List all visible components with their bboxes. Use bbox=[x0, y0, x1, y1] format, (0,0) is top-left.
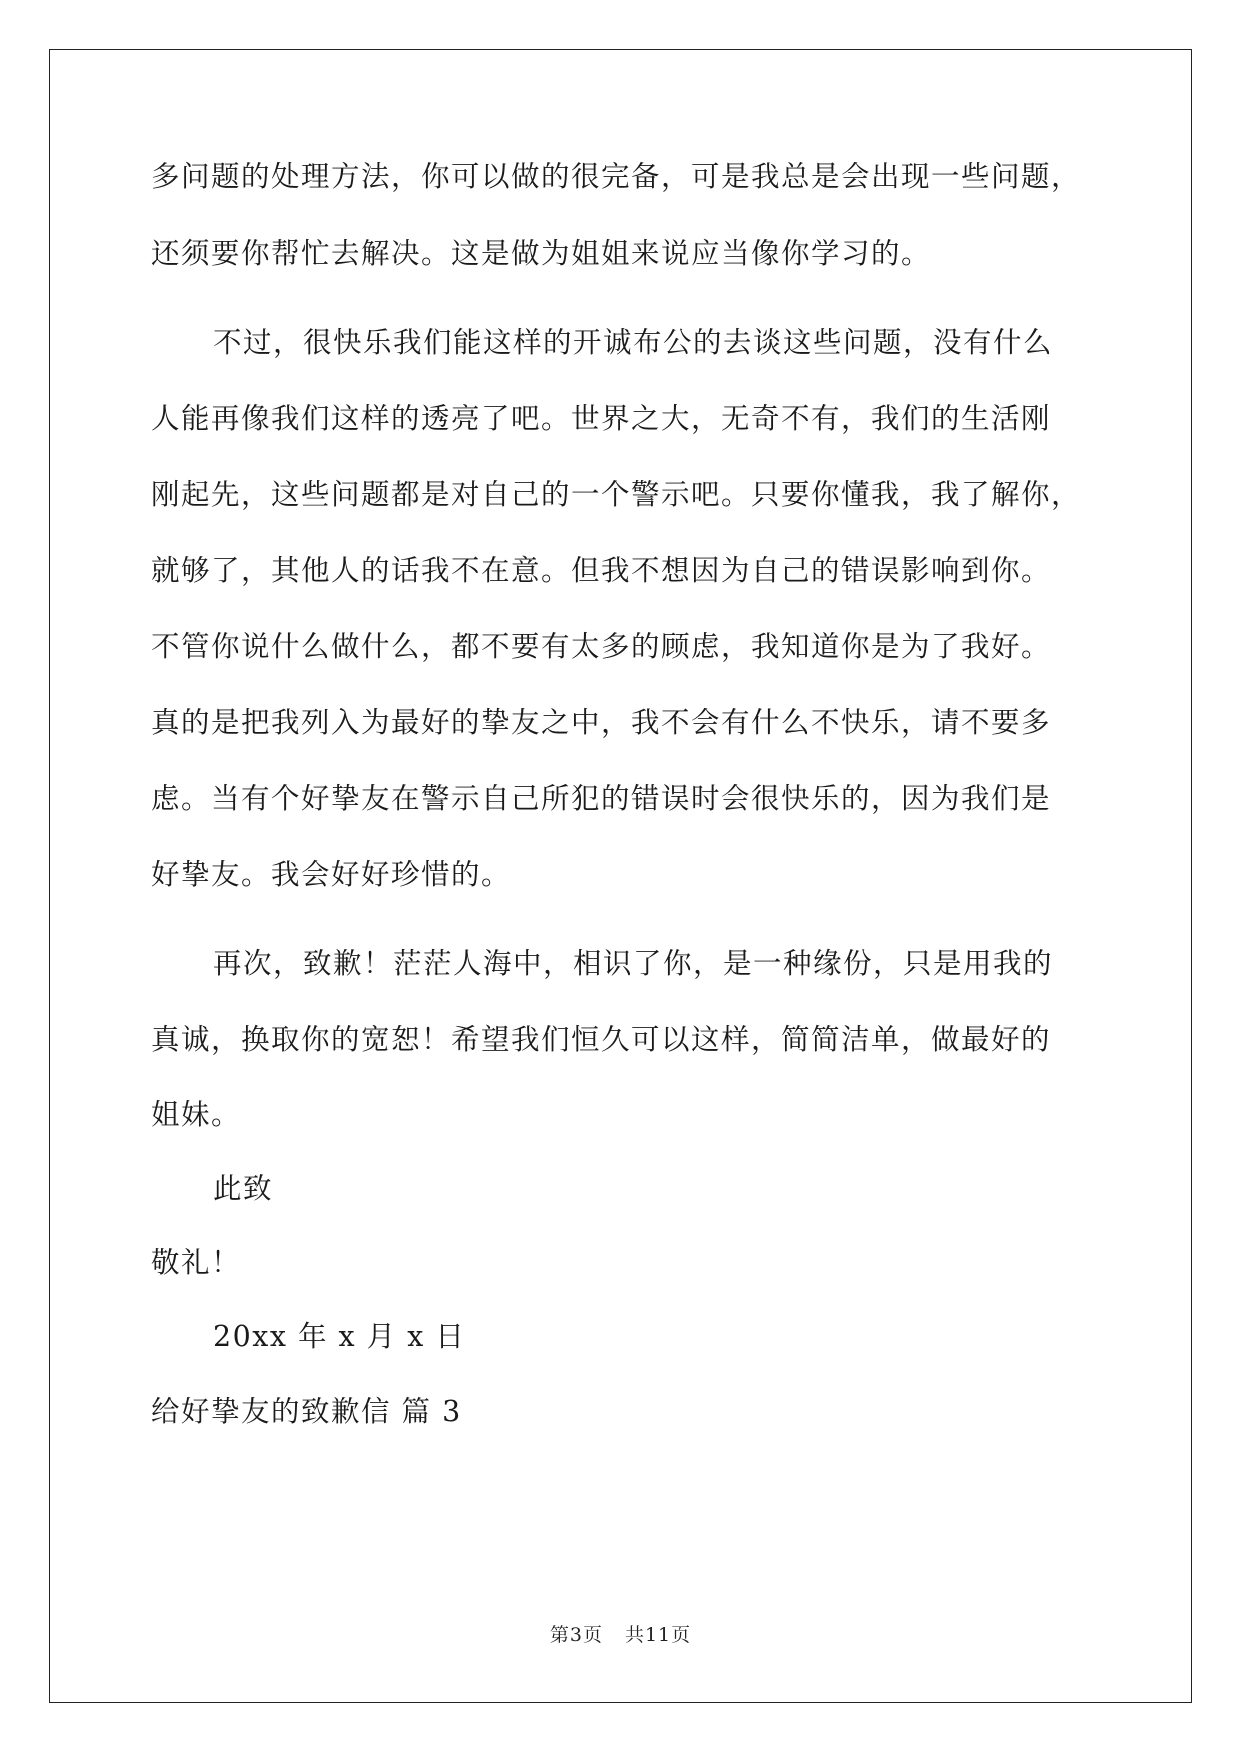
text-line: 多问题的处理方法，你可以做的很完备，可是我总是会出现一些问题， bbox=[151, 160, 1082, 193]
text-line: 人能再像我们这样的透亮了吧。世界之大，无奇不有，我们的生活刚 bbox=[151, 402, 1052, 435]
date-line: 20xx 年 x 月 x 日 bbox=[213, 1320, 466, 1353]
text-line: 虑。当有个好挚友在警示自己所犯的错误时会很快乐的，因为我们是 bbox=[151, 782, 1052, 815]
text-line: 刚起先，这些问题都是对自己的一个警示吧。只要你懂我，我了解你， bbox=[151, 478, 1082, 511]
text-line: 再次，致歉！茫茫人海中，相识了你，是一种缘份，只是用我的 bbox=[213, 947, 1054, 980]
text-line: 姐妹。 bbox=[151, 1098, 242, 1131]
text-line: 真诚，换取你的宽恕！希望我们恒久可以这样，简简洁单，做最好的 bbox=[151, 1023, 1052, 1056]
page-total: 共11页 bbox=[624, 1624, 692, 1646]
text-line: 不过，很快乐我们能这样的开诚布公的去谈这些问题，没有什么 bbox=[213, 326, 1054, 359]
closing-salutation: 此致 bbox=[213, 1172, 274, 1205]
text-line: 就够了，其他人的话我不在意。但我不想因为自己的错误影响到你。 bbox=[151, 554, 1052, 587]
text-line: 不管你说什么做什么，都不要有太多的顾虑，我知道你是为了我好。 bbox=[151, 630, 1052, 663]
text-line: 真的是把我列入为最好的挚友之中，我不会有什么不快乐，请不要多 bbox=[151, 706, 1052, 739]
page-footer bbox=[0, 1620, 1241, 1647]
section-heading: 给好挚友的致歉信 篇 3 bbox=[151, 1395, 462, 1428]
text-line: 好挚友。我会好好珍惜的。 bbox=[151, 858, 512, 891]
closing-regards: 敬礼！ bbox=[151, 1246, 242, 1279]
text-line: 还须要你帮忙去解决。这是做为姐姐来说应当像你学习的。 bbox=[151, 237, 932, 270]
page-number: 第3页 bbox=[549, 1624, 603, 1646]
